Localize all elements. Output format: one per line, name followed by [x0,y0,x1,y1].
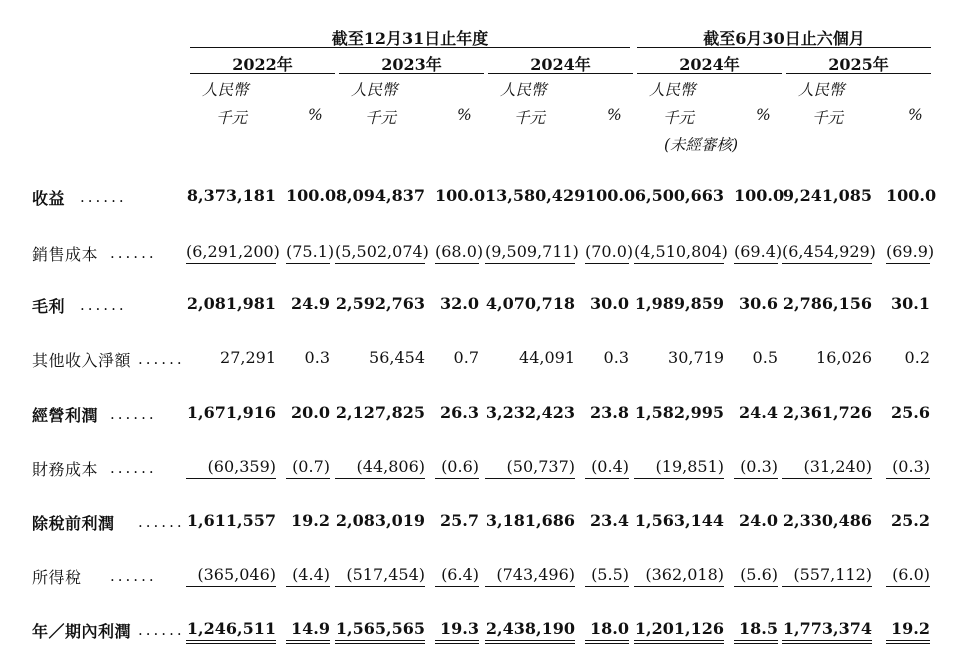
year-rule [488,73,633,74]
year-header: 2022年 [232,55,293,74]
row-label: 財務成本 [32,460,99,479]
percent-cell: 0.7 [453,348,479,367]
percent-cell: 19.3 [435,619,479,644]
amount-cell: (365,046) [186,565,276,587]
percent-cell: 25.6 [891,403,930,422]
amount-cell: (9,509,711) [485,242,575,264]
row-label: 銷售成本 [32,245,99,264]
percent-cell: (5.5) [585,565,629,587]
percent-cell: (0.3) [734,457,778,479]
percent-cell: (0.6) [435,457,479,479]
amount-cell: 2,592,763 [335,294,425,313]
currency-label: 人民幣 [351,81,398,99]
year-header: 2024年 [679,55,740,74]
percent-cell: 18.0 [585,619,629,644]
amount-cell: 16,026 [816,348,872,367]
year-header: 2025年 [828,55,889,74]
amount-cell: 3,232,423 [485,403,575,422]
amount-cell: 4,070,718 [485,294,575,313]
percent-cell: 18.5 [734,619,778,644]
year-rule [339,73,484,74]
percent-cell: (69.9) [886,242,930,264]
amount-cell: (60,359) [186,457,276,479]
percent-cell: 20.0 [291,403,330,422]
amount-cell: (5,502,074) [335,242,425,264]
percent-cell: 24.0 [739,511,778,530]
percent-cell: 23.8 [590,403,629,422]
percent-cell: 30.1 [891,294,930,313]
group-header-interim: 截至6月30日止六個月 [703,29,865,48]
amount-cell: 13,580,429 [485,186,586,205]
unaudited-label: (未經審核) [664,136,739,154]
row-label: 經營利潤 [32,406,99,425]
amount-cell: 27,291 [220,348,276,367]
amount-cell: 1,201,126 [634,619,724,644]
percent-unit-label: % [756,106,771,124]
amount-cell: 2,330,486 [782,511,872,530]
currency-label: 人民幣 [649,81,696,99]
percent-cell: 23.4 [590,511,629,530]
year-rule [786,73,931,74]
amount-unit-label: 千元 [365,109,397,127]
leader-dots: ...... [110,459,157,477]
leader-dots: ...... [138,621,185,639]
group-header-annual: 截至12月31日止年度 [331,29,489,48]
percent-cell: 30.6 [739,294,778,313]
amount-unit-label: 千元 [514,109,546,127]
leader-dots: ...... [138,513,185,531]
percent-cell: 0.5 [752,348,778,367]
currency-label: 人民幣 [798,81,845,99]
amount-cell: 2,438,190 [485,619,575,644]
percent-cell: (6.0) [886,565,930,587]
percent-cell: 30.0 [590,294,629,313]
amount-cell: (4,510,804) [634,242,724,264]
amount-cell: 8,373,181 [186,186,276,205]
leader-dots: ...... [80,188,127,206]
leader-dots: ...... [110,567,157,585]
amount-cell: (44,806) [335,457,425,479]
percent-cell: 25.7 [440,511,479,530]
percent-cell: 100.0 [435,186,486,205]
group-rule-annual [190,47,630,48]
percent-cell: 100.0 [585,186,636,205]
amount-cell: 2,786,156 [782,294,872,313]
row-label: 除稅前利潤 [32,514,115,533]
amount-cell: 2,083,019 [335,511,425,530]
percent-cell: 0.3 [603,348,629,367]
amount-cell: 3,181,686 [485,511,575,530]
percent-cell: 100.0 [886,186,937,205]
amount-cell: 9,241,085 [782,186,872,205]
leader-dots: ...... [80,296,127,314]
amount-cell: 8,094,837 [335,186,425,205]
amount-cell: (743,496) [485,565,575,587]
amount-cell: 1,582,995 [634,403,724,422]
percent-cell: (0.7) [286,457,330,479]
year-rule [637,73,782,74]
amount-cell: 1,671,916 [186,403,276,422]
group-rule-interim [637,47,931,48]
percent-cell: (68.0) [435,242,479,264]
amount-cell: 56,454 [369,348,425,367]
amount-cell: 1,563,144 [634,511,724,530]
leader-dots: ...... [110,244,157,262]
amount-unit-label: 千元 [663,109,695,127]
percent-cell: (70.0) [585,242,629,264]
amount-cell: (31,240) [782,457,872,479]
year-rule [190,73,335,74]
row-label: 其他收入淨額 [32,351,132,370]
leader-dots: ...... [110,405,157,423]
percent-cell: 14.9 [286,619,330,644]
percent-unit-label: % [607,106,622,124]
percent-cell: 26.3 [440,403,479,422]
percent-cell: (4.4) [286,565,330,587]
row-label: 毛利 [32,297,66,316]
percent-unit-label: % [908,106,923,124]
amount-cell: 2,081,981 [186,294,276,313]
amount-cell: (6,454,929) [782,242,872,264]
amount-cell: (50,737) [485,457,575,479]
row-label: 收益 [32,189,66,208]
row-label: 所得稅 [32,568,82,587]
percent-cell: 25.2 [891,511,930,530]
percent-cell: 19.2 [886,619,930,644]
percent-cell: (75.1) [286,242,330,264]
amount-cell: 44,091 [519,348,575,367]
amount-cell: 30,719 [668,348,724,367]
currency-label: 人民幣 [202,81,249,99]
currency-label: 人民幣 [500,81,547,99]
percent-unit-label: % [457,106,472,124]
percent-cell: 24.9 [291,294,330,313]
percent-cell: 19.2 [291,511,330,530]
amount-cell: 1,773,374 [782,619,872,644]
amount-unit-label: 千元 [812,109,844,127]
amount-cell: 6,500,663 [634,186,724,205]
percent-cell: (69.4) [734,242,778,264]
percent-cell: 24.4 [739,403,778,422]
amount-cell: 1,989,859 [634,294,724,313]
percent-cell: 100.0 [286,186,337,205]
percent-cell: (5.6) [734,565,778,587]
percent-cell: 100.0 [734,186,785,205]
percent-cell: (0.3) [886,457,930,479]
amount-cell: 2,361,726 [782,403,872,422]
amount-cell: (19,851) [634,457,724,479]
amount-cell: 1,565,565 [335,619,425,644]
percent-cell: 0.3 [304,348,330,367]
year-header: 2023年 [381,55,442,74]
percent-unit-label: % [308,106,323,124]
leader-dots: ...... [138,350,185,368]
percent-cell: 32.0 [440,294,479,313]
amount-cell: (557,112) [782,565,872,587]
row-label: 年／期內利潤 [32,622,132,641]
amount-unit-label: 千元 [216,109,248,127]
amount-cell: (6,291,200) [186,242,276,264]
percent-cell: 0.2 [904,348,930,367]
amount-cell: 1,611,557 [186,511,276,530]
amount-cell: 2,127,825 [335,403,425,422]
amount-cell: 1,246,511 [186,619,276,644]
percent-cell: (0.4) [585,457,629,479]
percent-cell: (6.4) [435,565,479,587]
amount-cell: (517,454) [335,565,425,587]
year-header: 2024年 [530,55,591,74]
amount-cell: (362,018) [634,565,724,587]
